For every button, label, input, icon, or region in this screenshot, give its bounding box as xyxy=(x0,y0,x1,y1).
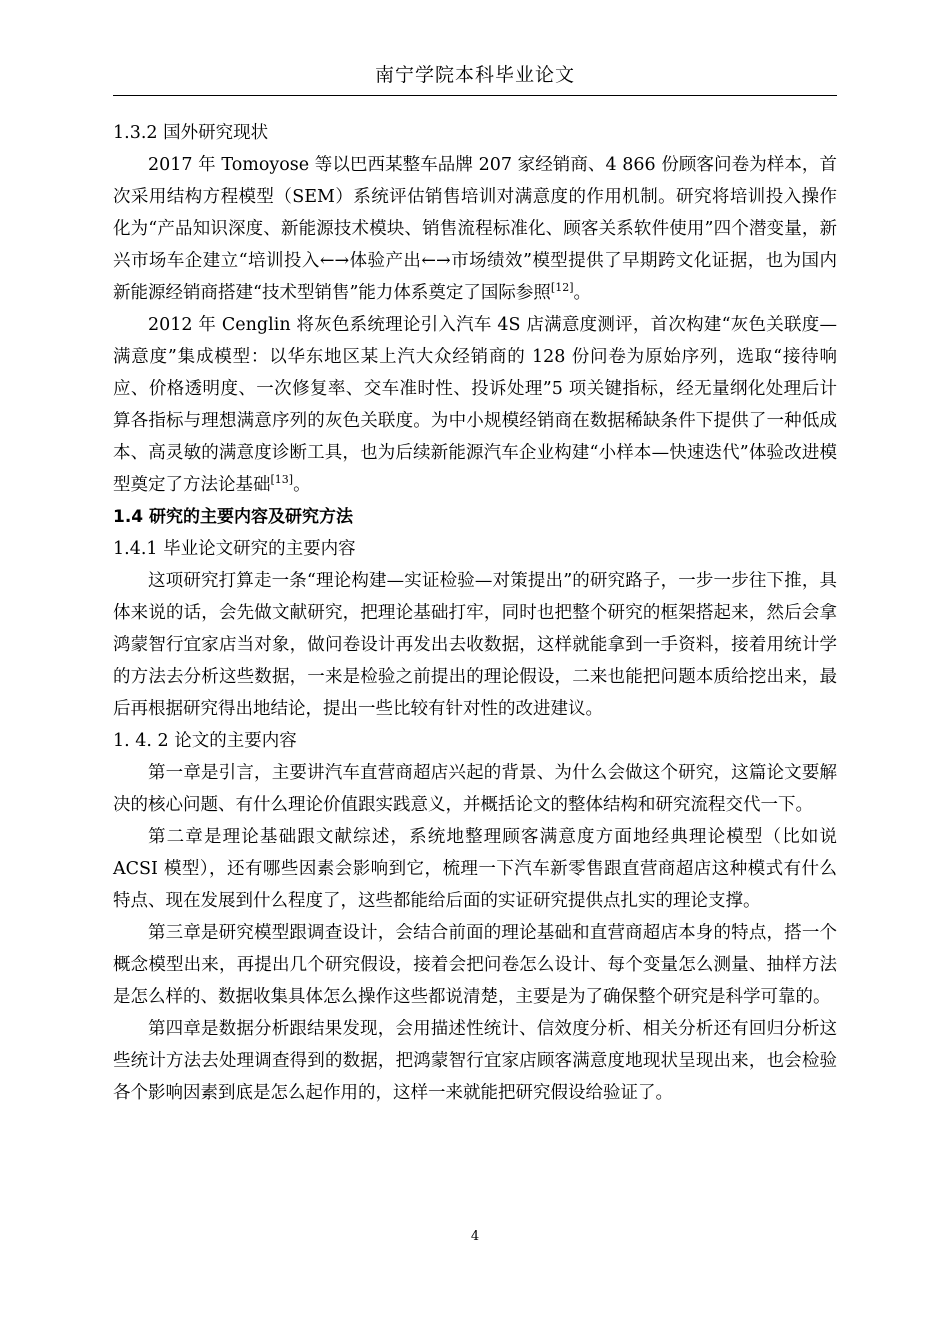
section-heading-1-4-1: 1.4.1 毕业论文研究的主要内容 xyxy=(113,539,356,559)
paragraph-end: 。 xyxy=(573,283,591,303)
section-heading-1-4-2: 1. 4. 2 论文的主要内容 xyxy=(113,731,297,751)
paragraph-chapter-2: 第二章是理论基础跟文献综述，系统地整理顾客满意度方面地经典理论模型（比如说 ACSI 模型），还有哪些因素会影响到它，梳理一下汽车新零售跟直营商超店这种模式有什么特点、现在发展到什么程度了，这些都能给后面的实证研究提供点扎实的理论支撑。 xyxy=(113,827,837,911)
paragraph-research-route: 这项研究打算走一条“理论构建—实证检验—对策提出”的研究路子，一步一步往下推，具体来说的话，会先做文献研究，把理论基础打牢，同时也把整个研究的框架搭起来，然后会拿鸿蒙智行宜家店当对象，做问卷设计再发出去收数据，这样就能拿到一手资料，接着用统计学的方法去分析这些数据，一来是检验之前提出的理论假设，二来也能把问题本质给挖出来，最后再根据研究得出地结论，提出一些比较有针对性的改进建议。 xyxy=(113,571,837,719)
paragraph-chapter-3: 第三章是研究模型跟调查设计，会结合前面的理论基础和直营商超店本身的特点，搭一个概念模型出来，再提出几个研究假设，接着会把问卷怎么设计、每个变量怎么测量、抽样方法是怎么样的、数据收集具体怎么操作这些都说清楚，主要是为了确保整个研究是科学可靠的。 xyxy=(113,923,837,1007)
paragraph-end: 。 xyxy=(293,475,311,495)
section-heading-1-3-2: 1.3.2 国外研究现状 xyxy=(113,123,269,143)
section-heading-1-4: 1.4 研究的主要内容及研究方法 xyxy=(113,507,354,527)
body-text xyxy=(113,117,837,1109)
paragraph-cenglin xyxy=(113,309,837,501)
citation-ref-12: [12] xyxy=(550,281,574,295)
citation-ref-13: [13] xyxy=(270,473,294,487)
paragraph-chapter-1: 第一章是引言，主要讲汽车直营商超店兴起的背景、为什么会做这个研究，这篇论文要解决的核心问题、有什么理论价值跟实践意义，并概括论文的整体结构和研究流程交代一下。 xyxy=(113,763,837,815)
paragraph-chapter-4: 第四章是数据分析跟结果发现，会用描述性统计、信效度分析、相关分析还有回归分析这些统计方法去处理调查得到的数据，把鸿蒙智行宜家店顾客满意度地现状呈现出来，也会检验各个影响因素到底是怎么起作用的，这样一来就能把研究假设给验证了。 xyxy=(113,1019,837,1103)
paragraph-text: 2012 年 Cenglin 将灰色系统理论引入汽车 4S 店满意度测评，首次构建“灰色关联度—满意度”集成模型：以华东地区某上汽大众经销商的 128 份问卷为原始序列，选取“接待响应、价格透明度、一次修复率、交车准时性、投诉处理”5 项关键指标，经无量纲化处理后计算各指标与理想满意序列的灰色关联度。为中小规模经销商在数据稀缺条件下提供了一种低成本、高灵敏的满意度诊断工具，也为后续新能源汽车企业构建“小样本—快速迭代”体验改进模型奠定了方法论基础 xyxy=(113,315,837,495)
header-divider xyxy=(113,95,837,96)
page-number: 4 xyxy=(470,1229,480,1244)
running-header: 南宁学院本科毕业论文 xyxy=(374,64,575,86)
paragraph-tomoyose xyxy=(113,149,837,309)
paragraph-text: 2017 年 Tomoyose 等以巴西某整车品牌 207 家经销商、4 866 份顾客问卷为样本，首次采用结构方程模型（SEM）系统评估销售培训对满意度的作用机制。研究将培训投入操作化为“产品知识深度、新能源技术模块、销售流程标准化、顾客关系软件使用”四个潜变量，新兴市场车企建立“培训投入←→体验产出←→市场绩效”模型提供了早期跨文化证据，也为国内新能源经销商搭建“技术型销售”能力体系奠定了国际参照 xyxy=(113,155,837,303)
